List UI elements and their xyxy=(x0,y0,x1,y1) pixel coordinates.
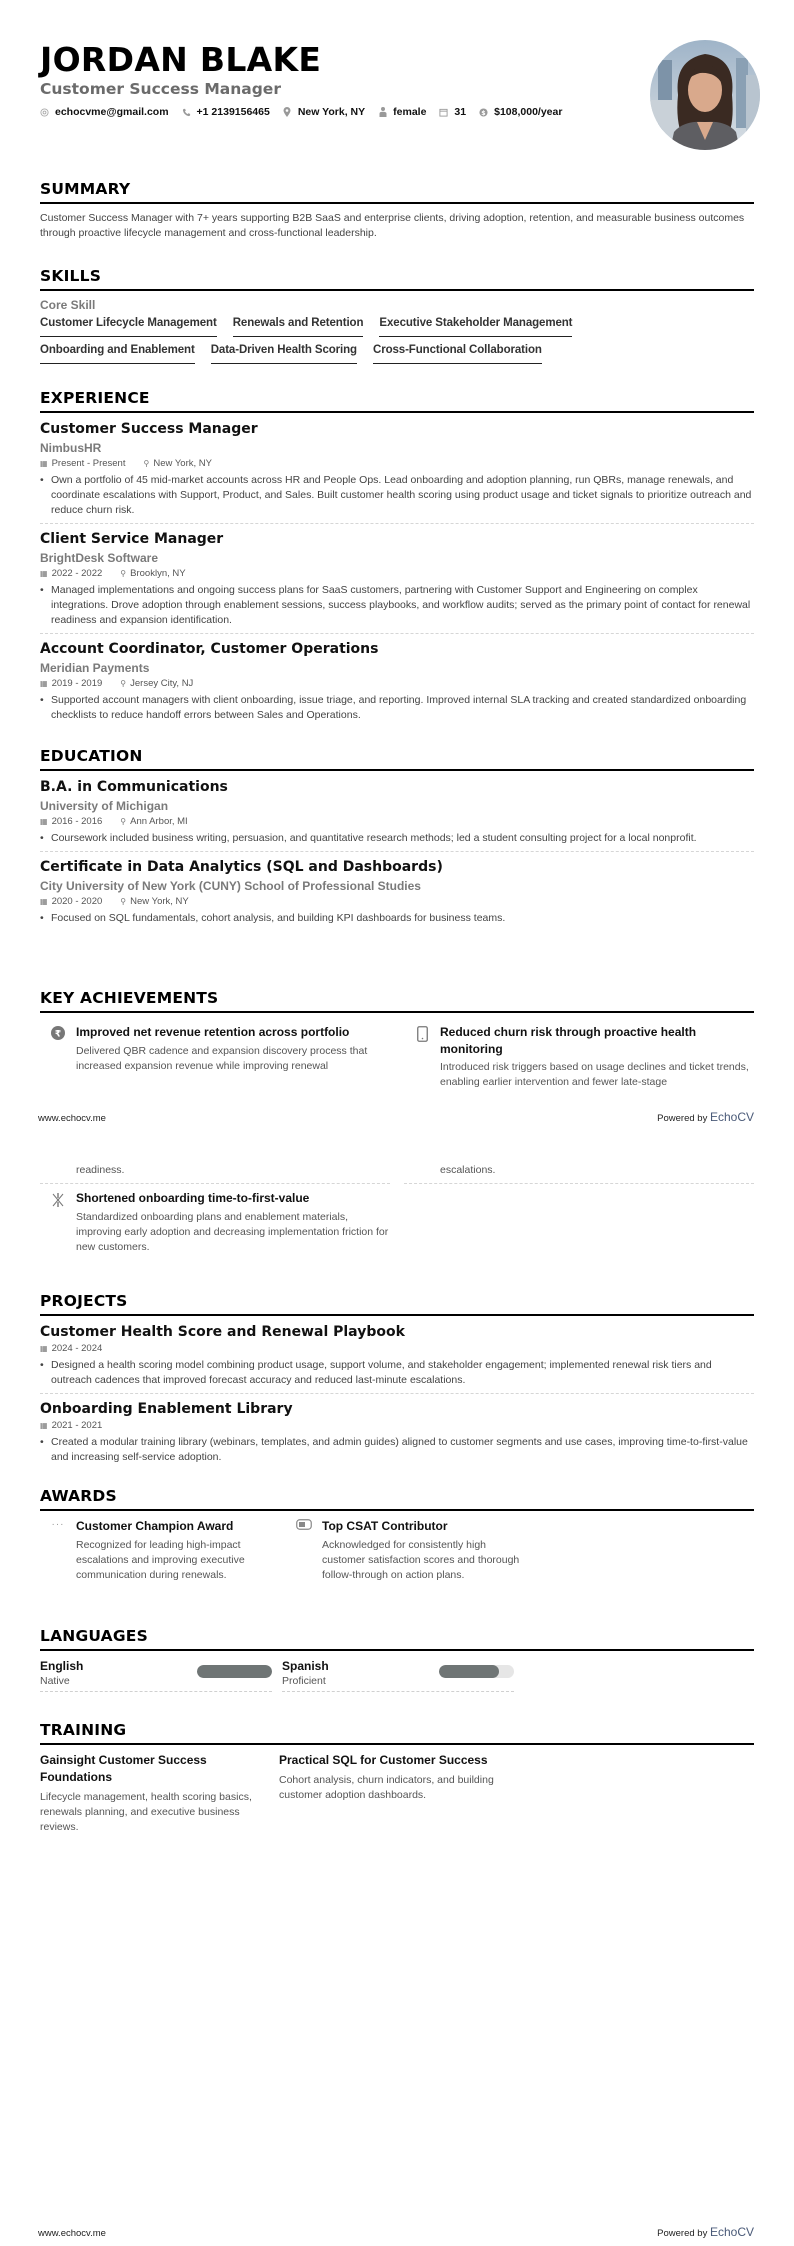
footer-website-link[interactable]: www.echocv.me xyxy=(38,1113,106,1124)
skill-tag: Renewals and Retention xyxy=(233,314,364,337)
achievement-desc: Delivered QBR cadence and expansion discovery process that increased expansion revenue while improving renewal xyxy=(76,1044,368,1072)
projects-section xyxy=(0,1291,794,1476)
skill-tag: Onboarding and Enablement xyxy=(40,341,195,364)
svg-text:₹: ₹ xyxy=(54,1029,62,1040)
achievement-desc: Standardized onboarding plans and enablement materials, improving early adoption and decreasing implementation friction for new customers. xyxy=(76,1210,389,1253)
project-title: Customer Health Score and Renewal Playbook xyxy=(40,1324,405,1340)
page-footer xyxy=(0,2225,794,2239)
degree-title: B.A. in Communications xyxy=(40,779,228,795)
training-title: Practical SQL for Customer Success xyxy=(279,1753,488,1767)
award-item xyxy=(286,1518,532,1583)
languages-heading: LANGUAGES xyxy=(40,1626,754,1651)
unlink-icon xyxy=(40,1190,76,1255)
language-proficiency-bar xyxy=(197,1665,272,1678)
training-section xyxy=(0,1720,794,1835)
project-entry xyxy=(40,1323,754,1394)
education-entry xyxy=(40,858,754,931)
brand-logo: EchoCV xyxy=(709,2225,754,2239)
language-item xyxy=(282,1658,514,1692)
footer-powered-by[interactable]: Powered by EchoCV xyxy=(657,2225,754,2239)
entry-meta: ▦ 2022 - 2022 ⚲ Brooklyn, NY xyxy=(40,568,186,579)
achievement-desc-continued: readiness. xyxy=(40,1160,390,1184)
company-name: BrightDesk Software xyxy=(40,551,159,565)
proficiency-fill xyxy=(439,1665,499,1678)
language-level: Proficient xyxy=(282,1675,326,1687)
achievement-item xyxy=(40,1186,390,1259)
entry-meta: ▦ 2021 - 2021 xyxy=(40,1420,103,1431)
contact-phone[interactable]: +1 2139156465 xyxy=(182,106,270,118)
achievements-grid xyxy=(40,1020,754,1094)
achievement-title: Reduced churn risk through proactive health monitoring xyxy=(440,1025,697,1056)
education-entry xyxy=(40,778,754,852)
contact-email[interactable]: echocvme@gmail.com xyxy=(40,106,169,118)
training-item xyxy=(40,1752,265,1835)
skills-heading: SKILLS xyxy=(40,266,754,291)
avatar-photo xyxy=(650,40,760,150)
achievement-desc-continued: escalations. xyxy=(404,1160,754,1184)
entry-meta: ▦ 2016 - 2016 ⚲ Ann Arbor, MI xyxy=(40,816,188,827)
skill-tag: Customer Lifecycle Management xyxy=(40,314,217,337)
award-desc: Acknowledged for consistently high customer satisfaction scores and thorough follow-through on action plans. xyxy=(322,1538,520,1581)
languages-section xyxy=(0,1626,794,1692)
school-name: City University of New York (CUNY) School of Professional Studies xyxy=(40,879,421,893)
job-title: Client Service Manager xyxy=(40,531,224,547)
entry-meta: ▦ 2019 - 2019 ⚲ Jersey City, NJ xyxy=(40,678,194,689)
achievement-item xyxy=(404,1020,754,1094)
project-entry xyxy=(40,1400,754,1470)
language-item xyxy=(40,1658,272,1692)
proficiency-fill xyxy=(197,1665,272,1678)
project-title: Onboarding Enablement Library xyxy=(40,1401,293,1417)
degree-title: Certificate in Data Analytics (SQL and Dashboards) xyxy=(40,859,443,875)
ellipsis-icon: ··· xyxy=(51,1519,65,1530)
salary-icon xyxy=(479,108,488,117)
training-heading: TRAINING xyxy=(40,1720,754,1745)
location-pin-icon xyxy=(283,107,292,117)
skill-tag: Executive Stakeholder Management xyxy=(379,314,572,337)
summary-text: Customer Success Manager with 7+ years supporting B2B SaaS and enterprise clients, driving adoption, retention, and measurable business outcomes through proactive lifecycle management and cross-functional leadership. xyxy=(40,212,745,239)
toggle-icon xyxy=(286,1518,322,1583)
calendar-icon: ▦ xyxy=(40,459,48,468)
contact-gender: female xyxy=(378,106,426,118)
experience-section xyxy=(0,388,794,728)
award-item xyxy=(40,1518,286,1583)
experience-entry xyxy=(40,530,754,634)
calendar-icon xyxy=(439,108,448,117)
footer-powered-by[interactable]: Powered by EchoCV xyxy=(657,1110,754,1124)
bullet-item: • Focused on SQL fundamentals, cohort analysis, and building KPI dashboards for business teams. xyxy=(40,912,506,924)
language-proficiency-bar xyxy=(439,1665,514,1678)
training-title: Gainsight Customer Success Foundations xyxy=(40,1753,207,1784)
language-name: Spanish xyxy=(282,1659,329,1673)
person-icon xyxy=(378,107,387,117)
training-desc: Cohort analysis, churn indicators, and building customer adoption dashboards. xyxy=(279,1774,494,1801)
brand-logo: EchoCV xyxy=(709,1110,754,1124)
company-name: Meridian Payments xyxy=(40,661,150,675)
candidate-title: Customer Success Manager xyxy=(40,80,281,98)
entry-meta: ▦ 2024 - 2024 xyxy=(40,1343,103,1354)
training-item xyxy=(279,1752,519,1835)
achievements-section xyxy=(0,988,794,1094)
skill-tag: Cross-Functional Collaboration xyxy=(373,341,542,364)
job-title: Customer Success Manager xyxy=(40,421,258,437)
languages-list xyxy=(40,1658,754,1692)
job-title: Account Coordinator, Customer Operations xyxy=(40,641,379,657)
mobile-phone-icon xyxy=(404,1024,440,1090)
calendar-icon: ▦ xyxy=(40,897,48,906)
bullet-item: • Supported account managers with client onboarding, issue triage, and reporting. Improved internal SLA tracking and created standardized onboarding checklists to reduce handoff errors between Sales and Operations. xyxy=(40,694,747,721)
calendar-icon: ▦ xyxy=(40,569,48,578)
entry-meta: ▦ Present - Present ⚲ New York, NY xyxy=(40,458,212,469)
education-heading: EDUCATION xyxy=(40,746,754,771)
company-name: NimbusHR xyxy=(40,441,102,455)
bullet-item: • Designed a health scoring model combining product usage, support volume, and stakeholder engagement; implemented renewal risk tiers and outreach cadences that improved forecast accuracy and reduced last-minute escalations. xyxy=(40,1359,712,1386)
bullet-item: • Created a modular training library (webinars, templates, and admin guides) aligned to customer segments and use cases, improving time-to-first-value and increasing self-service adoption. xyxy=(40,1436,748,1463)
footer-website-link[interactable]: www.echocv.me xyxy=(38,2228,106,2239)
language-name: English xyxy=(40,1659,84,1673)
bullet-item: • Managed implementations and ongoing success plans for SaaS customers, partnering with Customer Support and Engineering on complex integrations. Drove adoption through enablement sessions, success playbooks, and workflow audits; served as the primary point of contact for renewal readiness and expansion identification. xyxy=(40,584,751,626)
award-desc: Recognized for leading high-impact escalations and improving executive communication during renewals. xyxy=(76,1538,245,1581)
resume-header xyxy=(0,0,794,165)
award-title: Top CSAT Contributor xyxy=(322,1519,448,1533)
skills-section xyxy=(0,266,794,368)
location-pin-icon: ⚲ xyxy=(120,569,127,578)
awards-heading: AWARDS xyxy=(40,1486,754,1511)
phone-icon xyxy=(182,108,191,117)
contact-salary: $ $108,000/year xyxy=(479,106,562,118)
education-section xyxy=(0,746,794,931)
skill-tag: Data-Driven Health Scoring xyxy=(211,341,357,364)
entry-meta: ▦ 2020 - 2020 ⚲ New York, NY xyxy=(40,896,189,907)
training-desc: Lifecycle management, health scoring basics, renewals planning, and executive business reviews. xyxy=(40,1791,252,1833)
contact-row xyxy=(40,106,754,118)
awards-list xyxy=(40,1518,754,1583)
experience-entry xyxy=(40,420,754,524)
achievements-heading: KEY ACHIEVEMENTS xyxy=(40,988,754,1013)
location-pin-icon: ⚲ xyxy=(143,459,150,468)
experience-entry xyxy=(40,640,754,728)
achievements-continued xyxy=(0,1160,794,1259)
location-pin-icon: ⚲ xyxy=(120,897,127,906)
awards-section xyxy=(0,1486,794,1583)
school-name: University of Michigan xyxy=(40,799,169,813)
bullet-item: • Coursework included business writing, persuasion, and quantitative research methods; led a student consulting project for a local nonprofit. xyxy=(40,832,697,844)
email-icon xyxy=(40,108,49,117)
achievement-desc: Introduced risk triggers based on usage declines and ticket trends, enabling earlier intervention and fewer late-stage xyxy=(440,1061,749,1088)
achievement-title: Shortened onboarding time-to-first-value xyxy=(76,1191,310,1205)
skills-list xyxy=(40,314,754,368)
page-footer xyxy=(0,1110,794,1124)
rupee-coin-icon xyxy=(40,1024,76,1090)
experience-heading: EXPERIENCE xyxy=(40,388,754,413)
award-title: Customer Champion Award xyxy=(76,1519,234,1533)
bullet-item: • Own a portfolio of 45 mid-market accounts across HR and People Ops. Lead onboarding and adoption planning, run QBRs, manage renewals, and coordinate escalations with Support, Product, and Sales. Built customer health scoring using product usage and ticket signals to prioritize outreach and reduce churn risk. xyxy=(40,474,752,516)
achievement-title: Improved net revenue retention across portfolio xyxy=(76,1025,350,1039)
calendar-icon: ▦ xyxy=(40,679,48,688)
summary-section xyxy=(0,179,794,241)
svg-text:$: $ xyxy=(481,109,486,117)
location-pin-icon: ⚲ xyxy=(120,817,127,826)
projects-heading: PROJECTS xyxy=(40,1291,754,1316)
calendar-icon: ▦ xyxy=(40,1344,48,1353)
calendar-icon: ▦ xyxy=(40,817,48,826)
achievement-item xyxy=(40,1020,390,1094)
training-list xyxy=(40,1752,754,1835)
candidate-name: JORDAN BLAKE xyxy=(40,40,322,79)
language-level: Native xyxy=(40,1675,70,1687)
skill-group-label: Core Skill xyxy=(40,298,96,312)
calendar-icon: ▦ xyxy=(40,1421,48,1430)
summary-heading: SUMMARY xyxy=(40,179,754,204)
contact-age: 31 xyxy=(439,106,466,118)
location-pin-icon: ⚲ xyxy=(120,679,127,688)
contact-location: New York, NY xyxy=(283,106,365,118)
